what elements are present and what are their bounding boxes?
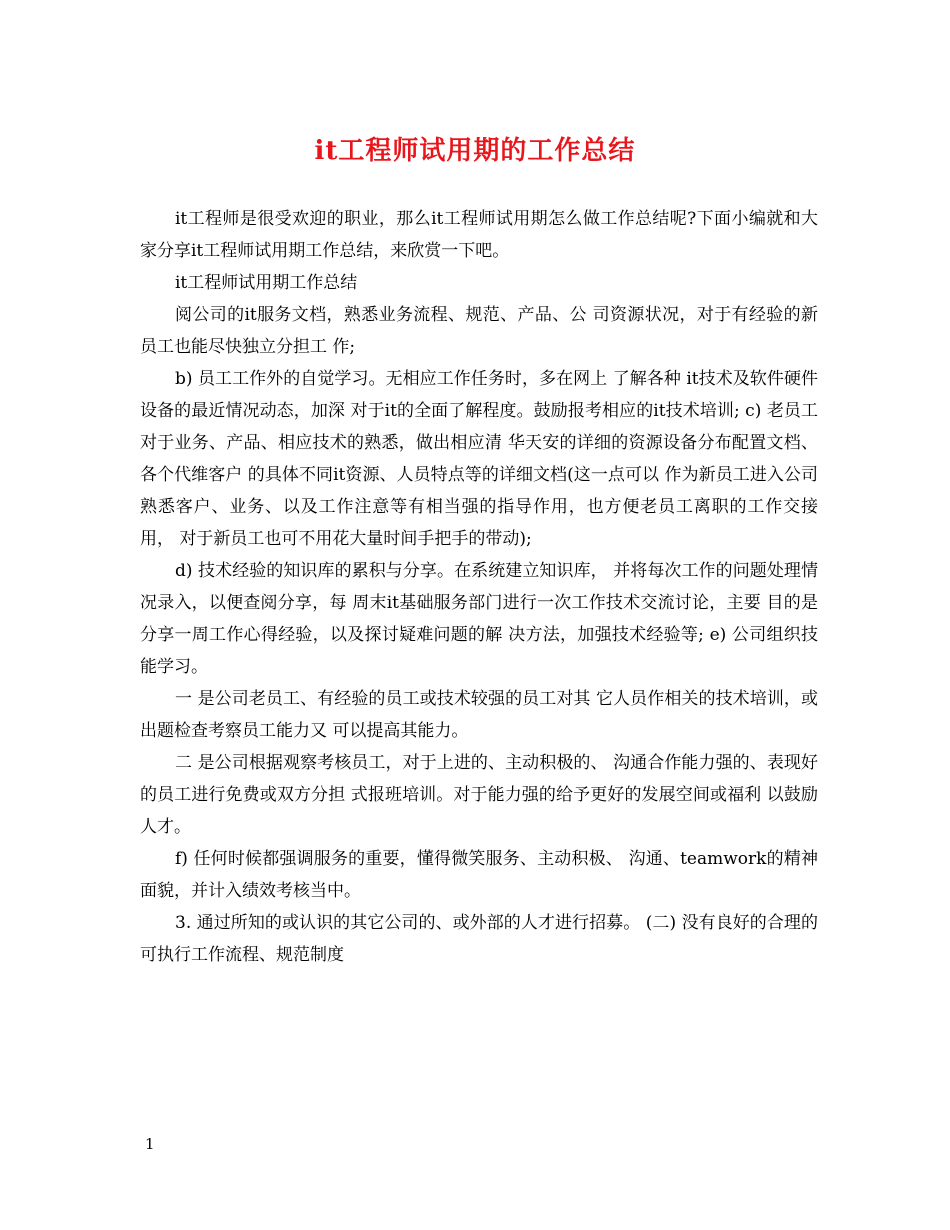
document-body <box>140 203 818 971</box>
paragraph: 阅公司的it服务文档，熟悉业务流程、规范、产品、公 司资源状况，对于有经验的新员工也能尽快独立分担工 作; <box>140 305 818 357</box>
document-title: it工程师试用期的工作总结 <box>314 136 636 166</box>
paragraph: 3. 通过所知的或认识的其它公司的、或外部的人才进行招募。 (二) 没有良好的合理的可执行工作流程、规范制度 <box>140 913 818 965</box>
paragraph: 一 是公司老员工、有经验的员工或技术较强的员工对其 它人员作相关的技术培训，或出题检查考察员工能力又 可以提高其能力。 <box>140 689 818 741</box>
paragraph-intro: it工程师是很受欢迎的职业，那么it工程师试用期怎么做工作总结呢?下面小编就和大家分享it工程师试用期工作总结，来欣赏一下吧。 <box>140 209 818 261</box>
paragraph-subheading: it工程师试用期工作总结 <box>175 273 358 293</box>
paragraph: f) 任何时候都强调服务的重要，懂得微笑服务、主动积极、 沟通、teamwork的精神面貌，并计入绩效考核当中。 <box>140 849 818 901</box>
paragraph: d) 技术经验的知识库的累积与分享。在系统建立知识库， 并将每次工作的问题处理情况录入，以便查阅分享，每 周末it基础服务部门进行一次工作技术交流讨论，主要 目的是分享一周工作心得经验，以及探讨疑难问题的解 决方法，加强技术经验等; e) 公司组织技能学习。 <box>140 561 818 677</box>
paragraph: b) 员工工作外的自觉学习。无相应工作任务时，多在网上 了解各种 it技术及软件硬件设备的最近情况动态，加深 对于it的全面了解程度。鼓励报考相应的it技术培训; c) 老员工对于业务、产品、相应技术的熟悉，做出相应清 华天安的详细的资源设备分布配置文档、各个代维客户 的具体不同it资源、人员特点等的详细文档(这一点可以 作为新员工进入公司熟悉客户、业务、以及工作注意等有相当强的指导作用，也方便老员工离职的工作交接用， 对于新员工也可不用花大量时间手把手的带动); <box>140 369 818 549</box>
page-number: 1 <box>145 1135 155 1153</box>
paragraph: 二 是公司根据观察考核员工，对于上进的、主动积极的、 沟通合作能力强的、表现好的员工进行免费或双方分担 式报班培训。对于能力强的给予更好的发展空间或福利 以鼓励人才。 <box>140 753 818 837</box>
